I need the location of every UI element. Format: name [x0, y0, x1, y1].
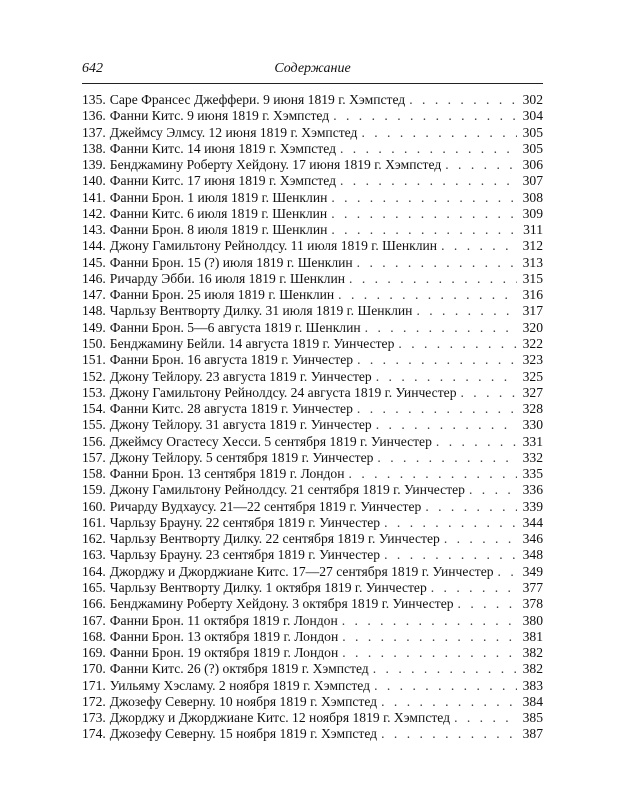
entry-title: Джону Тейлору. 5 сентября 1819 г. Уинчестер — [109, 449, 374, 465]
leader-dots — [381, 726, 517, 742]
toc-entry — [82, 401, 543, 417]
entry-title: Джону Тейлору. 31 августа 1819 г. Уинчестер — [109, 417, 372, 433]
table-of-contents — [82, 92, 543, 743]
entry-number: 168. — [82, 628, 106, 644]
leader-dots — [398, 336, 517, 352]
entry-title: Фанни Китс. 9 июня 1819 г. Хэмпстед — [109, 108, 330, 124]
leader-dots — [416, 303, 517, 319]
leader-dots — [365, 320, 517, 336]
entry-title: Чарльзу Вентворту Дилку. 31 июля 1819 г. Шенклин — [109, 303, 413, 319]
entry-title: Джозефу Северну. 15 ноября 1819 г. Хэмпстед — [109, 726, 378, 742]
leader-dots — [357, 352, 517, 368]
entry-page: 383 — [522, 677, 543, 693]
leader-dots — [340, 173, 517, 189]
entry-number: 138. — [82, 140, 106, 156]
entry-number: 136. — [82, 108, 106, 124]
toc-entry — [82, 629, 543, 645]
entry-number: 144. — [82, 238, 106, 254]
entry-page: 307 — [522, 173, 543, 189]
leader-dots — [361, 125, 517, 141]
entry-number: 145. — [82, 254, 106, 270]
leader-dots — [331, 206, 517, 222]
entry-title: Фанни Брон. 13 октября 1819 г. Лондон — [109, 628, 339, 644]
entry-number: 173. — [82, 710, 106, 726]
entry-page: 336 — [522, 482, 543, 498]
toc-entry — [82, 515, 543, 531]
leader-dots — [338, 287, 517, 303]
entry-number: 160. — [82, 498, 106, 514]
leader-dots — [331, 190, 517, 206]
running-header — [82, 61, 543, 84]
entry-page: 382 — [522, 645, 543, 661]
entry-title: Фанни Брон. 1 июля 1819 г. Шенклин — [109, 189, 328, 205]
entry-title: Джону Гамильтону Рейнолдсу. 11 июля 1819 г. Шенклин — [109, 238, 438, 254]
leader-dots — [445, 157, 517, 173]
entry-number: 174. — [82, 726, 106, 742]
entry-number: 161. — [82, 514, 106, 530]
toc-entry — [82, 385, 543, 401]
entry-page: 387 — [522, 726, 543, 742]
toc-entry — [82, 661, 543, 677]
leader-dots — [357, 255, 517, 271]
entry-number: 166. — [82, 596, 106, 612]
toc-entry — [82, 287, 543, 303]
leader-dots — [376, 369, 517, 385]
entry-page: 317 — [522, 303, 543, 319]
entry-page: 380 — [522, 612, 543, 628]
entry-title: Бенджамину Бейли. 14 августа 1819 г. Уинчестер — [109, 335, 395, 351]
toc-entry — [82, 238, 543, 254]
toc-entry — [82, 173, 543, 189]
entry-number: 135. — [82, 92, 106, 107]
entry-number: 148. — [82, 303, 106, 319]
leader-dots — [376, 417, 517, 433]
entry-number: 154. — [82, 401, 106, 417]
toc-entry — [82, 352, 543, 368]
entry-page: 349 — [522, 563, 543, 579]
toc-entry — [82, 92, 543, 108]
entry-page: 385 — [522, 710, 543, 726]
toc-entry — [82, 580, 543, 596]
entry-page: 377 — [522, 579, 543, 595]
leader-dots — [342, 645, 517, 661]
entry-title: Чарльзу Вентворту Дилку. 22 сентября 1819 г. Уинчестер — [109, 531, 440, 547]
entry-title: Джону Гамильтону Рейнолдсу. 21 сентября 1819 г. Уинчестер — [109, 482, 465, 498]
entry-page: 305 — [522, 140, 543, 156]
toc-entry — [82, 466, 543, 482]
leader-dots — [498, 564, 517, 580]
entry-page: 346 — [522, 531, 543, 547]
entry-title: Фанни Брон. 15 (?) июля 1819 г. Шенклин — [109, 254, 353, 270]
entry-page: 335 — [522, 466, 543, 482]
entry-page: 323 — [522, 352, 543, 368]
entry-number: 146. — [82, 270, 106, 286]
entry-number: 147. — [82, 287, 106, 303]
entry-number: 153. — [82, 384, 106, 400]
entry-page: 306 — [522, 157, 543, 173]
toc-entry — [82, 141, 543, 157]
entry-number: 171. — [82, 677, 106, 693]
leader-dots — [331, 222, 517, 238]
entry-page: 304 — [522, 108, 543, 124]
entry-page: 378 — [522, 596, 543, 612]
entry-page: 330 — [522, 417, 543, 433]
entry-number: 150. — [82, 335, 106, 351]
leader-dots — [458, 596, 517, 612]
entry-number: 151. — [82, 352, 106, 368]
entry-page: 313 — [522, 254, 543, 270]
entry-number: 164. — [82, 563, 106, 579]
entry-number: 152. — [82, 368, 106, 384]
entry-page: 316 — [522, 287, 543, 303]
entry-title: Джорджу и Джорджиане Китс. 17—27 сентября 1819 г. Уинчестер — [109, 563, 494, 579]
entry-page: 332 — [522, 449, 543, 465]
entry-title: Фанни Брон. 25 июля 1819 г. Шенклин — [109, 287, 335, 303]
entry-number: 157. — [82, 449, 106, 465]
toc-entry — [82, 434, 543, 450]
leader-dots — [333, 108, 517, 124]
entry-number: 162. — [82, 531, 106, 547]
entry-title: Чарльзу Брауну. 22 сентября 1819 г. Уинчестер — [109, 514, 381, 530]
leader-dots — [374, 678, 517, 694]
page-number: 642 — [82, 61, 103, 76]
entry-title: Чарльзу Вентворту Дилку. 1 октября 1819 г. Уинчестер — [109, 579, 427, 595]
toc-entry — [82, 271, 543, 287]
entry-page: 308 — [522, 189, 543, 205]
entry-page: 312 — [522, 238, 543, 254]
entry-number: 140. — [82, 173, 106, 189]
running-title: Содержание — [274, 61, 351, 76]
entry-number: 172. — [82, 693, 106, 709]
entry-number: 156. — [82, 433, 106, 449]
toc-entry — [82, 320, 543, 336]
entry-title: Ричарду Вудхаусу. 21—22 сентября 1819 г. Уинчестер — [109, 498, 422, 514]
entry-title: Уильяму Хэсламу. 2 ноября 1819 г. Хэмпстед — [109, 677, 371, 693]
entry-title: Фанни Брон. 16 августа 1819 г. Уинчестер — [109, 352, 354, 368]
toc-entry — [82, 482, 543, 498]
entry-page: 305 — [522, 124, 543, 140]
entry-number: 170. — [82, 661, 106, 677]
leader-dots — [381, 694, 517, 710]
entry-number: 139. — [82, 157, 106, 173]
toc-entry — [82, 417, 543, 433]
entry-number: 155. — [82, 417, 106, 433]
leader-dots — [469, 482, 517, 498]
entry-title: Фанни Брон. 5—6 августа 1819 г. Шенклин — [109, 319, 361, 335]
toc-entry — [82, 710, 543, 726]
entry-number: 165. — [82, 579, 106, 595]
entry-page: 384 — [522, 693, 543, 709]
leader-dots — [349, 271, 517, 287]
toc-entry — [82, 206, 543, 222]
entry-page: 331 — [522, 433, 543, 449]
entry-title: Джеймсу Элмсу. 12 июня 1819 г. Хэмпстед — [109, 124, 358, 140]
entry-page: 309 — [522, 205, 543, 221]
entry-title: Фанни Брон. 19 октября 1819 г. Лондон — [109, 645, 339, 661]
entry-number: 143. — [82, 222, 106, 238]
toc-entry — [82, 613, 543, 629]
entry-title: Бенджамину Роберту Хейдону. 3 октября 1819 г. Уинчестер — [109, 596, 454, 612]
leader-dots — [342, 613, 517, 629]
toc-entry — [82, 596, 543, 612]
entry-title: Бенджамину Роберту Хейдону. 17 июня 1819 г. Хэмпстед — [109, 157, 442, 173]
toc-entry — [82, 531, 543, 547]
toc-entry — [82, 125, 543, 141]
entry-number: 137. — [82, 124, 106, 140]
entry-page: 381 — [522, 628, 543, 644]
entry-title: Фанни Китс. 6 июля 1819 г. Шенклин — [109, 205, 328, 221]
entry-page: 327 — [522, 384, 543, 400]
entry-title: Джону Гамильтону Рейнолдсу. 24 августа 1819 г. Уинчестер — [109, 384, 457, 400]
entry-page: 328 — [522, 401, 543, 417]
entry-page: 325 — [522, 368, 543, 384]
toc-entry — [82, 108, 543, 124]
toc-entry — [82, 157, 543, 173]
entry-number: 167. — [82, 612, 106, 628]
entry-page: 311 — [523, 222, 543, 238]
entry-title: Джону Тейлору. 23 августа 1819 г. Уинчестер — [109, 368, 372, 384]
entry-title: Саре Франсес Джеффери. 9 июня 1819 г. Хэмпстед — [109, 92, 406, 107]
leader-dots — [425, 499, 517, 515]
toc-entry — [82, 547, 543, 563]
entry-page: 320 — [522, 319, 543, 335]
entry-title: Фанни Китс. 17 июня 1819 г. Хэмпстед — [109, 173, 336, 189]
leader-dots — [342, 629, 517, 645]
leader-dots — [461, 385, 518, 401]
entry-title: Фанни Брон. 8 июля 1819 г. Шенклин — [109, 222, 328, 238]
entry-title: Фанни Брон. 13 сентября 1819 г. Лондон — [109, 466, 345, 482]
toc-entry — [82, 499, 543, 515]
entry-title: Фанни Китс. 26 (?) октября 1819 г. Хэмпстед — [109, 661, 369, 677]
leader-dots — [384, 515, 517, 531]
leader-dots — [441, 238, 517, 254]
entry-page: 315 — [522, 270, 543, 286]
entry-title: Джорджу и Джорджиане Китс. 12 ноября 1819 г. Хэмпстед — [109, 710, 451, 726]
leader-dots — [377, 450, 517, 466]
entry-title: Чарльзу Брауну. 23 сентября 1819 г. Уинчестер — [109, 547, 381, 563]
toc-entry — [82, 222, 543, 238]
toc-entry — [82, 190, 543, 206]
entry-page: 322 — [522, 335, 543, 351]
leader-dots — [357, 401, 517, 417]
leader-dots — [454, 710, 517, 726]
entry-title: Фанни Китс. 28 августа 1819 г. Уинчестер — [109, 401, 353, 417]
entry-page: 348 — [522, 547, 543, 563]
toc-entry — [82, 369, 543, 385]
leader-dots — [431, 580, 517, 596]
entry-number: 142. — [82, 205, 106, 221]
entry-number: 158. — [82, 466, 106, 482]
entry-title: Джеймсу Огастесу Хесси. 5 сентября 1819 г. Уинчестер — [109, 433, 432, 449]
entry-title: Джозефу Северну. 10 ноября 1819 г. Хэмпстед — [109, 693, 378, 709]
toc-entry — [82, 336, 543, 352]
entry-page: 339 — [522, 498, 543, 514]
entry-page: 344 — [522, 514, 543, 530]
entry-number: 169. — [82, 645, 106, 661]
toc-entry — [82, 255, 543, 271]
entry-title: Фанни Китс. 14 июня 1819 г. Хэмпстед — [109, 140, 336, 156]
leader-dots — [384, 547, 517, 563]
entry-page: 382 — [522, 661, 543, 677]
leader-dots — [340, 141, 517, 157]
leader-dots — [409, 92, 517, 108]
entry-number: 159. — [82, 482, 106, 498]
entry-title: Фанни Брон. 11 октября 1819 г. Лондон — [109, 612, 338, 628]
entry-title: Ричарду Эбби. 16 июля 1819 г. Шенклин — [109, 270, 346, 286]
leader-dots — [349, 466, 517, 482]
toc-entry — [82, 564, 543, 580]
toc-entry — [82, 645, 543, 661]
toc-entry — [82, 694, 543, 710]
leader-dots — [373, 661, 517, 677]
entry-number: 149. — [82, 319, 106, 335]
entry-number: 141. — [82, 189, 106, 205]
toc-entry — [82, 450, 543, 466]
toc-entry — [82, 303, 543, 319]
entry-page: 302 — [522, 92, 543, 107]
toc-entry — [82, 726, 543, 742]
toc-entry — [82, 678, 543, 694]
leader-dots — [444, 531, 517, 547]
entry-number: 163. — [82, 547, 106, 563]
leader-dots — [436, 434, 517, 450]
